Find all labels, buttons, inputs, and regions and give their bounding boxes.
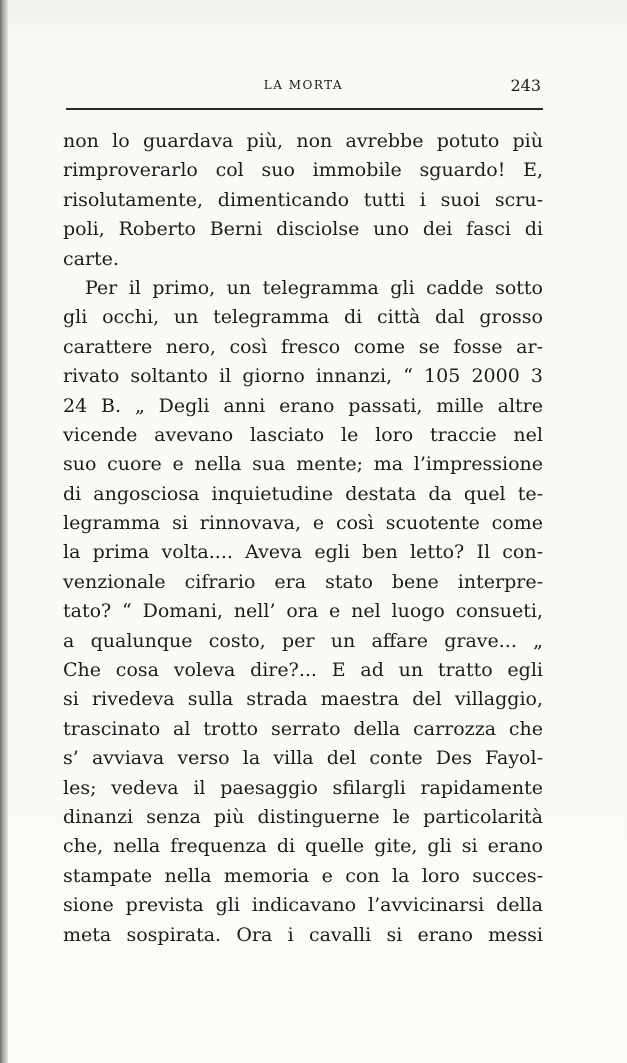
text-line: tato? “ Domani, nell’ ora e nel luogo consueti,: [63, 600, 543, 623]
text-line: gli occhi, un telegramma di città dal grosso: [63, 306, 543, 329]
text-line: legramma si rinnovava, e così scuotente come: [63, 512, 543, 535]
text-line: rivato soltanto il giorno innanzi, “ 105 2000 3: [63, 365, 543, 388]
text-line: trascinato al trotto serrato della carrozza che: [63, 717, 543, 740]
text-line: vicende avevano lasciato le loro traccie nel: [63, 423, 543, 446]
text-line: suo cuore e nella sua mente; ma l’impressione: [63, 453, 543, 476]
page-spine-edge: [0, 0, 8, 1063]
text-line: stampate nella memoria e con la loro succes-: [63, 864, 543, 887]
running-head: [66, 76, 541, 98]
text-line: di angosciosa inquietudine destata da quel te-: [63, 482, 543, 505]
text-line: la prima volta.... Aveva egli ben letto? Il con-: [63, 541, 543, 564]
body-text: [63, 127, 543, 950]
text-line: dinanzi senza più distinguerne le particolarità: [63, 805, 543, 828]
text-line: poli, Roberto Berni disciolse uno dei fasci di: [63, 218, 543, 241]
text-line: risolutamente, dimenticando tutti i suoi scru-: [63, 188, 543, 211]
text-line: a qualunque costo, per un affare grave... „: [63, 629, 543, 652]
text-line: venzionale cifrario era stato bene interpre-: [63, 570, 543, 593]
text-line: Che cosa voleva dire?... E ad un tratto egli: [63, 659, 543, 682]
header-rule: [66, 108, 543, 110]
text-line: s’ avviava verso la villa del conte Des Fayol-: [63, 747, 543, 770]
text-line: carattere nero, così fresco come se fosse ar-: [63, 335, 543, 358]
running-title: LA MORTA: [263, 78, 344, 92]
text-line: 24 B. „ Degli anni erano passati, mille altre: [63, 394, 543, 417]
text-line: carte.: [63, 247, 119, 270]
text-line: che, nella frequenza di quelle gite, gli si erano: [63, 835, 543, 858]
text-line: sione prevista gli indicavano l’avvicinarsi della: [63, 894, 543, 917]
text-line: rimproverarlo col suo immobile sguardo! E,: [63, 159, 543, 182]
page-number: 243: [510, 76, 541, 95]
text-line: meta sospirata. Ora i cavalli si erano messi: [63, 923, 543, 946]
text-line: les; vedeva il paesaggio sfilargli rapidamente: [63, 776, 543, 799]
text-line: non lo guardava più, non avrebbe potuto più: [63, 130, 543, 152]
text-line: si rivedeva sulla strada maestra del villaggio,: [63, 688, 543, 711]
text-line: Per il primo, un telegramma gli cadde sotto: [85, 276, 543, 299]
